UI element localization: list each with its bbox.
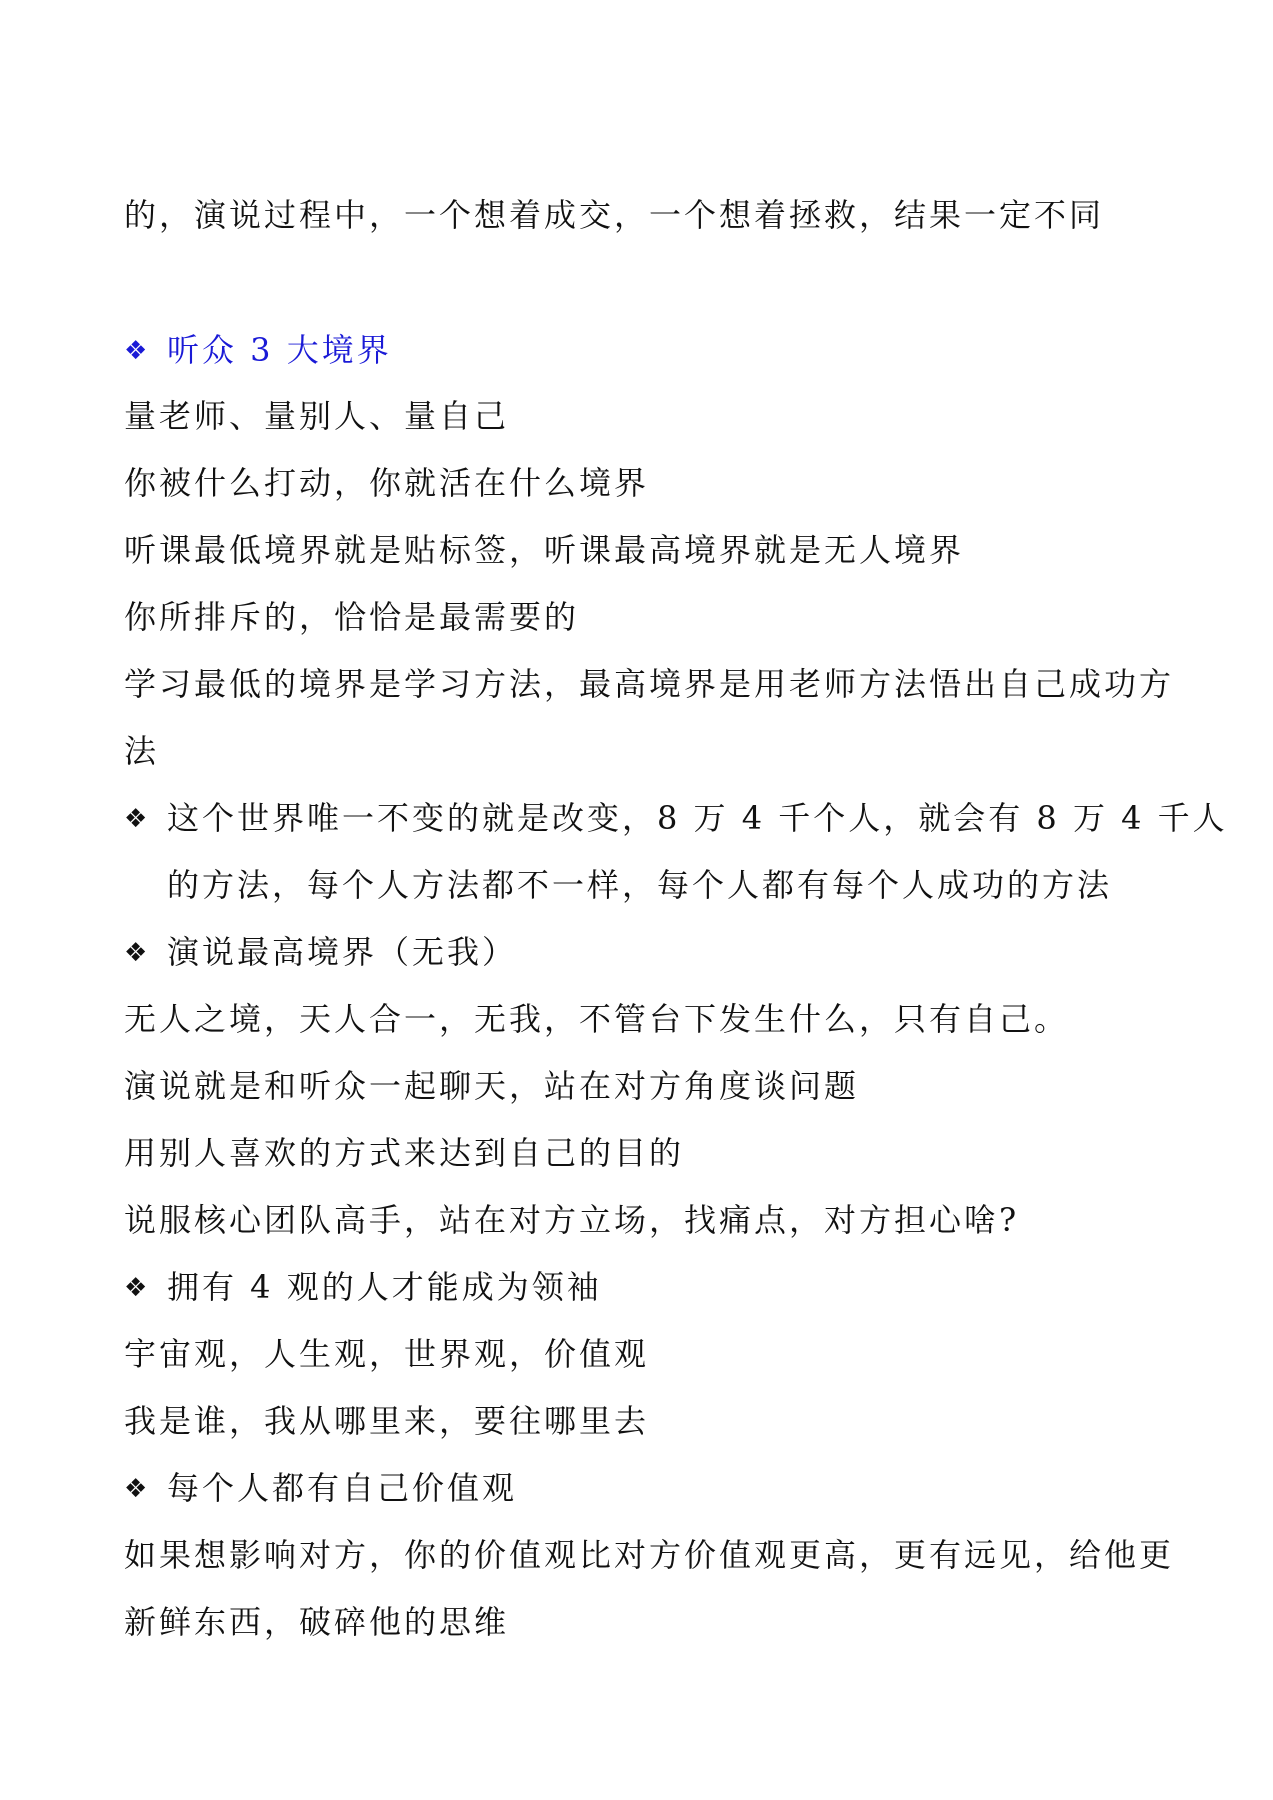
line-text: 你所排斥的，恰恰是最需要的	[124, 598, 580, 636]
paragraph-line	[124, 530, 964, 570]
line-text: 的，演说过程中，一个想着成交，一个想着拯救，结果一定不同	[124, 196, 1105, 234]
diamond-bullet-icon: ❖	[124, 938, 151, 968]
diamond-bullet-icon: ❖	[124, 1474, 151, 1504]
bullet-continuation	[167, 865, 1112, 905]
line-text: 如果想影响对方，你的价值观比对方价值观更高，更有远见，给他更	[124, 1536, 1175, 1574]
paragraph-line	[124, 1334, 649, 1374]
bullet-item	[124, 1468, 517, 1509]
paragraph-line	[124, 999, 1069, 1039]
paragraph-line	[124, 195, 1104, 235]
line-text: 无人之境，天人合一，无我，不管台下发生什么，只有自己。	[124, 1000, 1070, 1038]
line-text: 的方法，每个人方法都不一样，每个人都有每个人成功的方法	[167, 866, 1113, 904]
line-text: 新鲜东西，破碎他的思维	[124, 1603, 510, 1641]
paragraph-line	[124, 664, 1174, 704]
paragraph-line	[124, 463, 649, 503]
line-text: 学习最低的境界是学习方法，最高境界是用老师方法悟出自己成功方	[124, 665, 1175, 703]
paragraph-line	[124, 1066, 859, 1106]
bullet-text: 这个世界唯一不变的就是改变，8 万 4 千个人，就会有 8 万 4 千人	[167, 799, 1228, 837]
line-text: 我是谁，我从哪里来，要往哪里去	[124, 1402, 650, 1440]
bullet-text: 拥有 4 观的人才能成为领袖	[167, 1268, 602, 1306]
paragraph-line	[124, 1133, 684, 1173]
bullet-text: 每个人都有自己价值观	[167, 1469, 518, 1507]
bullet-item	[124, 798, 1228, 839]
line-text: 你被什么打动，你就活在什么境界	[124, 464, 650, 502]
line-text: 用别人喜欢的方式来达到自己的目的	[124, 1134, 685, 1172]
diamond-bullet-icon: ❖	[124, 336, 151, 366]
line-text: 法	[124, 732, 160, 770]
diamond-bullet-icon: ❖	[124, 804, 151, 834]
line-text: 听课最低境界就是贴标签，听课最高境界就是无人境界	[124, 531, 965, 569]
paragraph-line	[124, 396, 509, 436]
line-text: 量老师、量别人、量自己	[124, 397, 510, 435]
section-heading	[124, 330, 392, 371]
bullet-text: 演说最高境界（无我）	[167, 933, 518, 971]
bullet-item	[124, 932, 517, 973]
paragraph-line	[124, 1535, 1174, 1575]
paragraph-line	[124, 597, 579, 637]
line-text: 演说就是和听众一起聊天，站在对方角度谈问题	[124, 1067, 860, 1105]
paragraph-line	[124, 1602, 509, 1642]
paragraph-line	[124, 731, 159, 771]
paragraph-line	[124, 1200, 1019, 1240]
line-text: 说服核心团队高手，站在对方立场，找痛点，对方担心啥?	[124, 1201, 1020, 1239]
paragraph-line	[124, 1401, 649, 1441]
bullet-item	[124, 1267, 602, 1308]
heading-text: 听众 3 大境界	[167, 331, 392, 369]
diamond-bullet-icon: ❖	[124, 1273, 151, 1303]
line-text: 宇宙观，人生观，世界观，价值观	[124, 1335, 650, 1373]
